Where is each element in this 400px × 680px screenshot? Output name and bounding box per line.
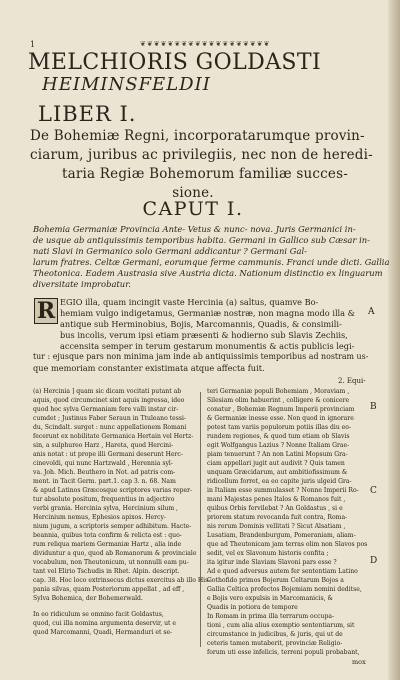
chapter-title-line: ciarum, juribus ac privilegiis, nec non de heredi- xyxy=(30,147,373,163)
footnote-line: cap. 38. Hoc loco extrinsecus dictus exercitus ab illo His- xyxy=(33,577,211,584)
footnote-b-line: quod Marcomanni, Quadi, Hermanduri et se- xyxy=(33,629,173,636)
chapter-title-line: De Bohemiæ Regni, incorporatarumque provin- xyxy=(30,128,365,144)
header-ornament: ❦❦❦❦❦❦❦❦❦❦❦❦❦❦❦❦❦❦❦ xyxy=(140,40,271,48)
chapter-title-line: taria Regiæ Bohemorum familiæ succes- xyxy=(62,166,348,182)
right-column-line: ridicellum forret, ea eo capite juris ulgeid Gra- xyxy=(207,478,352,485)
right-column-line: tioni , cum alia alius exemptio sententiarum, sit xyxy=(207,622,355,629)
summary-line: nati Slavi in Germanico solo Germani addicantur ? Germani Gal- xyxy=(33,246,307,256)
right-column-line: Gothofido primos Bojerum Celtarum Bojos a xyxy=(207,577,344,584)
footnote-line: beannia, quibus tota confirm & relicta est : quo- xyxy=(33,532,182,539)
footnote-line: (a) Hercinia ] quam sic dicam vocitati putant ab xyxy=(33,388,182,395)
right-column-line: & Germaniæ inesse esse. Non quod in ignorare xyxy=(207,415,354,422)
right-column-line: forum uti esse infelicis, terreni populi probabant, xyxy=(207,649,360,656)
footnote-line: tur absolute positum, frequentius in adjectivo xyxy=(33,496,175,503)
footnote-line: rum reliqua mariem Germaniæ Hartz , alia inde xyxy=(33,541,182,548)
body-line: tur : ejusque pars non minima jam inde ab antiquissimis temporibus ad nostram us- xyxy=(33,352,369,361)
footnote-line: aquis, quod circumcinet sint aquis ingressa, ideo xyxy=(33,397,185,404)
right-column-line: piam tenuerunt ? An non Latini Mopsum Gra- xyxy=(207,451,348,458)
right-column-line: sedit, vel ex Slavonum historis confita ; xyxy=(207,550,329,557)
book-heading: LIBER I. xyxy=(38,102,137,126)
page-gutter-shadow xyxy=(388,0,400,680)
footnote-line: Hercinium nemus, Ephesios apixos. Hercy- xyxy=(33,514,166,521)
chapter-title-line: sione. xyxy=(172,185,214,201)
footnote-line: va. Joh. Mich. Beuthero in Not. ad patris com- xyxy=(33,469,176,476)
right-column-line: que ad Theutonicam jam terras olim non Slavos pos xyxy=(207,541,368,548)
right-column-line: e Bojis vero expulsis in Marcomanicis, & xyxy=(207,595,333,602)
right-column-line: ita igitur inde Slaviam Slavoni pars esse ? xyxy=(207,559,337,566)
right-column-line: ceteris tamen mutaberit, provinciæ Religio- xyxy=(207,640,343,647)
margin-letter: B xyxy=(370,402,377,412)
author-line-2: HEIMINSFELDII xyxy=(42,74,211,95)
drop-cap: R xyxy=(34,298,58,324)
margin-letter: D xyxy=(370,556,378,566)
summary-line: Theotonica. Eadem Austrasia sive Austria dicta. Nationum distinctio ex linguarum xyxy=(33,268,383,278)
body-line: EGIO illa, quam incingit vaste Hercinia (a) saltus, quamve Bo- xyxy=(60,297,319,307)
footnote-b-line: quod, cui illa nomina argumenta deservir, ut e xyxy=(33,620,177,627)
right-column-line: quibus Orbis fervilebat ? An Goldastus , si e xyxy=(207,505,343,512)
footnote-line: & apud Latinos Græcosque scriptores varias reper- xyxy=(33,487,193,494)
footnote-line: quod hoc sylva Germaniam fere valli instar cir- xyxy=(33,406,179,413)
footnote-line: cumdet ; Justinus Faber Seraun in Ttuleano tessi- xyxy=(33,415,187,422)
right-column-line: In Romam in prima illa terrarum occupa- xyxy=(207,613,335,620)
footnote-line: pania silvas, quam Posteriorum appellat , ad eff , xyxy=(33,586,185,593)
right-column-line: potest tam variis populorum potiis illas diu eo- xyxy=(207,424,352,431)
page-number: 1 xyxy=(30,40,36,49)
catchword: mox xyxy=(352,658,366,666)
footnote-line: dividuntur a quo, quod ab Romanorum & provinciale xyxy=(33,550,197,557)
body-line: que memoriam constanter existimata atque affecta fuit. xyxy=(33,363,265,373)
margin-letter: A xyxy=(368,307,375,317)
right-column-line: rundem regiones, & quod tum etiam ob Slavis xyxy=(207,433,350,440)
footnote-line: nium jugum, a scriptoris semper adhibitum. Hacte- xyxy=(33,523,192,530)
column-divider xyxy=(200,392,201,647)
right-column-line: conatur , Bohemiæ Regnum Imperii provinciam xyxy=(207,406,355,413)
footnote-line: fecerunt ex nobilitate Germanica Hertain vel Hertz- xyxy=(33,433,194,440)
footnote-line: cinevoldi, qui nunc Hartzwald , Herennia syl- xyxy=(33,460,173,467)
summary-line: Bohemia Germaniæ Provincia Ante- Vetus & nunc- nova. Juris Germanici in- xyxy=(33,224,356,234)
right-column-line: Gallia Celtica profectos Bojemiam nomini deditse, xyxy=(207,586,362,593)
right-column-line: circumstance in judicibus, & juris, qui ut de xyxy=(207,631,343,638)
body-line: antique sub Herminobius, Bojis, Marcomannis, Quadis, & consimili- xyxy=(60,319,342,329)
footnote-line: Sylva Bohemica, der Bohemerwald. xyxy=(33,595,143,602)
right-column-line: teri Germaniæ populi Bohemiam , Moraviam , xyxy=(207,388,350,395)
right-column-line: unquam Græcidarum, aut ambitiofissimum & xyxy=(207,469,348,476)
summary-line: diversitate improbatur. xyxy=(33,279,131,289)
footnote-line: anis notat : ut prope illi Germani deserunt Herc- xyxy=(33,451,183,458)
footnote-line: tant vel Elirio Tschudis in Rhet. Alpin. descript. xyxy=(33,568,180,575)
right-column-line: Lusatiam, Brandenburgum, Pomeraniam, aliam- xyxy=(207,532,356,539)
summary-line: de usque ab antiquissimis temporibus habita. Germani in Gallico sub Cæsar in- xyxy=(33,235,370,245)
caput-heading: CAPUT I. xyxy=(142,198,244,220)
section-marker: 2. Equi- xyxy=(338,377,366,385)
right-column-line: mani Majestas penes Italos & Romanos fuit , xyxy=(207,496,346,503)
body-line: bus incolis, verum ipsi etiam præsenti & hodierno sub Slavis Zechiis, xyxy=(60,330,348,340)
right-column-line: priorem statum revocanda fuit contra, Roma- xyxy=(207,514,348,521)
right-column-line: Silesiam olim habuerint , colligere & conicere xyxy=(207,397,350,404)
footnote-line: ment. in Tacit Germ. part.1. cap 3. n. 68. Nam xyxy=(33,478,176,485)
right-column-line: ciam appellari jugit aut audivit ? Quis tamen xyxy=(207,460,345,467)
footnote-b-line: In eo ridiculum se omnino facit Goldastus, xyxy=(33,611,164,618)
body-line: hemiam vulgo indigetamus, Germaniæ nostræ, non magna modo illa & xyxy=(60,308,355,318)
footnote-line: sin, a sulphureo Harz , Hareta, quod Hercini- xyxy=(33,442,174,449)
right-column-line: nis rerum Dominis vellitati ? Sicut Alsatiam , xyxy=(207,523,346,530)
margin-letter: C xyxy=(370,486,377,496)
footnote-line: verbi grania. Hercinia sylva, Hercinium silum , xyxy=(33,505,178,512)
footnote-line: du, Scindalt. surget : nunc appellationem Romani xyxy=(33,424,187,431)
right-column-line: in Italiam esse summulasset ? Nonne Imperii Ro- xyxy=(207,487,359,494)
right-column-line: Ad e quod adversus autem fer sententiam Latino xyxy=(207,568,358,575)
summary-line: larum fratres. Celtæ Germani, eorumque ferme cammunis. Franci unde dicti. Gallia xyxy=(33,257,390,267)
right-column-line: egit Wolfgangus Lazius ? Nonne Italiam Grae- xyxy=(207,442,350,449)
right-column-line: Quadis in potiora de tempore xyxy=(207,604,298,611)
author-line-1: MELCHIORIS GOLDASTI xyxy=(28,50,322,75)
body-line: accensita semper in terum gestarum monumentis & actis publicis legi- xyxy=(60,341,355,351)
footnote-line: vocabulum, non Theutonicum, ut nonnulli eam pu- xyxy=(33,559,189,566)
